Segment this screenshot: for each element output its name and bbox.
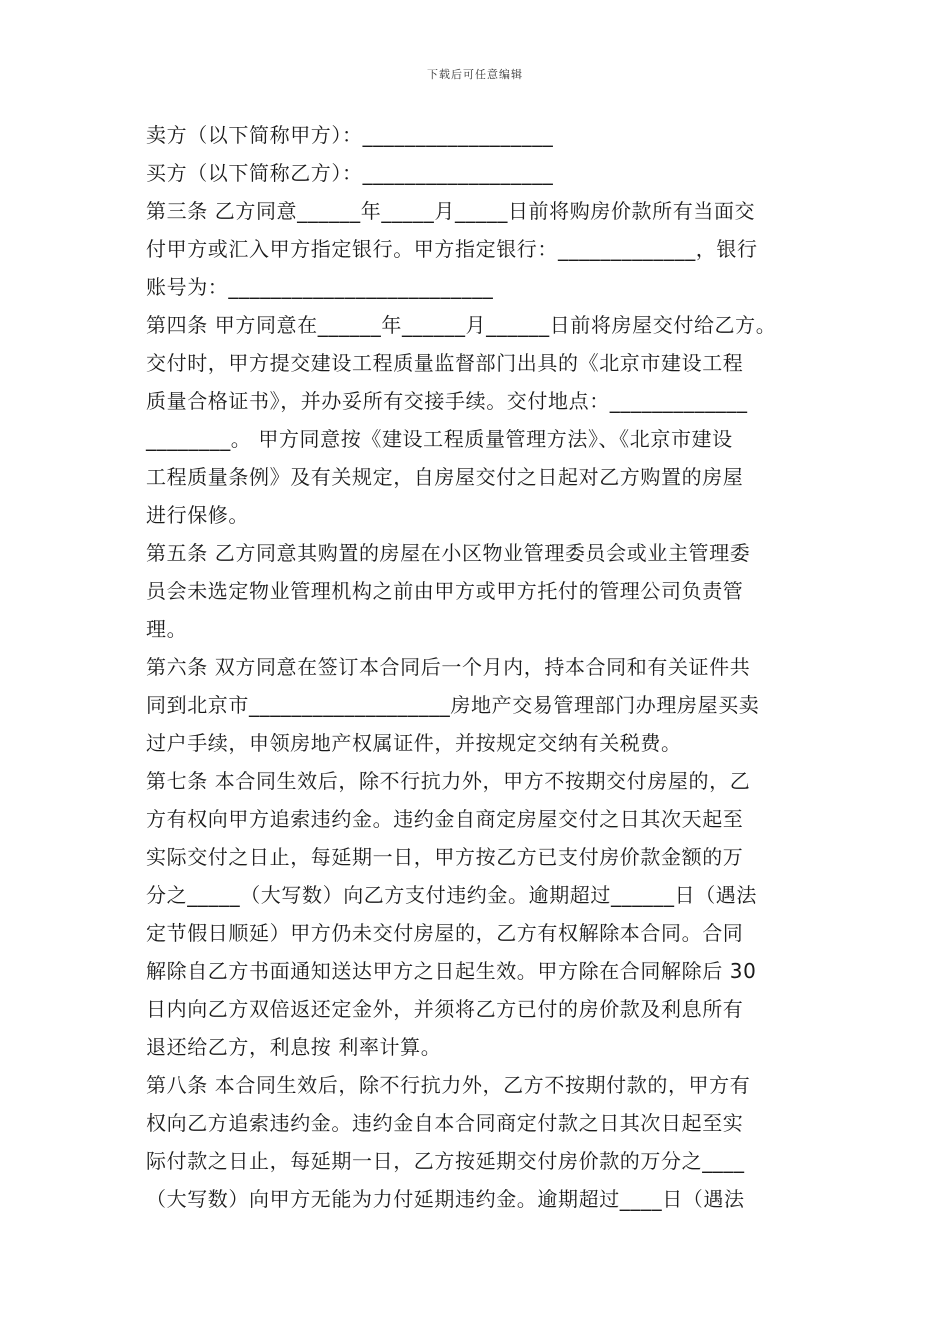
text-line: 质量合格证书》，并办妥所有交接手续。交付地点：_____________ <box>146 389 748 413</box>
text-line: 进行保修。 <box>146 503 249 527</box>
text-line: 解除自乙方书面通知送达甲方之日起生效。甲方除在合同解除后 30 <box>146 959 757 983</box>
text-line: 员会未选定物业管理机构之前由甲方或甲方托付的管理公司负责管 <box>146 579 744 603</box>
text-line: 工程质量条例》及有关规定，自房屋交付之日起对乙方购置的房屋 <box>146 465 744 489</box>
text-line: 卖方（以下简称甲方）：__________________ <box>146 123 554 147</box>
page-header-note: 下载后可任意编辑 <box>427 68 523 81</box>
text-line: 实际交付之日止，每延期一日，甲方按乙方已支付房价款金额的万 <box>146 845 744 869</box>
text-line: 第四条 甲方同意在______年______月______日前将房屋交付给乙方。 <box>146 313 777 337</box>
text-line: 理。 <box>146 617 188 641</box>
text-line: 付甲方或汇入甲方指定银行。甲方指定银行：_____________，银行 <box>146 237 758 261</box>
text-line: 交付时，甲方提交建设工程质量监督部门出具的《北京市建设工程 <box>146 351 744 375</box>
text-line: 账号为：_________________________ <box>146 275 494 299</box>
text-line: 买方（以下简称乙方）：__________________ <box>146 161 554 185</box>
text-line: 第三条 乙方同意______年_____月_____日前将购房价款所有当面交 <box>146 199 756 223</box>
contract-body <box>146 116 810 1218</box>
text-line: 第八条 本合同生效后，除不行抗力外，乙方不按期付款的，甲方有 <box>146 1073 751 1097</box>
text-line: ________。 甲方同意按《建设工程质量管理方法》、《北京市建设 <box>146 427 733 451</box>
text-line: 过户手续，申领房地产权属证件，并按规定交纳有关税费。 <box>146 731 682 755</box>
text-line: 方有权向甲方追索违约金。违约金自商定房屋交付之日其次天起至 <box>146 807 744 831</box>
text-line: 定节假日顺延）甲方仍未交付房屋的，乙方有权解除本合同。合同 <box>146 921 744 945</box>
text-line: 退还给乙方，利息按 利率计算。 <box>146 1035 442 1059</box>
text-line: 同到北京市___________________房地产交易管理部门办理房屋买卖 <box>146 693 760 717</box>
text-line: 分之_____（大写数）向乙方支付违约金。逾期超过______日（遇法 <box>146 883 757 907</box>
text-line: 第七条 本合同生效后，除不行抗力外，甲方不按期交付房屋的，乙 <box>146 769 751 793</box>
text-line: 际付款之日止，每延期一日，乙方按延期交付房价款的万分之____ <box>146 1149 745 1173</box>
text-line: （大写数）向甲方无能为力付延期违约金。逾期超过____日（遇法 <box>146 1187 745 1211</box>
text-line: 日内向乙方双倍返还定金外，并须将乙方已付的房价款及利息所有 <box>146 997 744 1021</box>
text-line: 第六条 双方同意在签订本合同后一个月内，持本合同和有关证件共 <box>146 655 751 679</box>
text-line: 权向乙方追索违约金。违约金自本合同商定付款之日其次日起至实 <box>146 1111 744 1135</box>
text-line: 第五条 乙方同意其购置的房屋在小区物业管理委员会或业主管理委 <box>146 541 751 565</box>
